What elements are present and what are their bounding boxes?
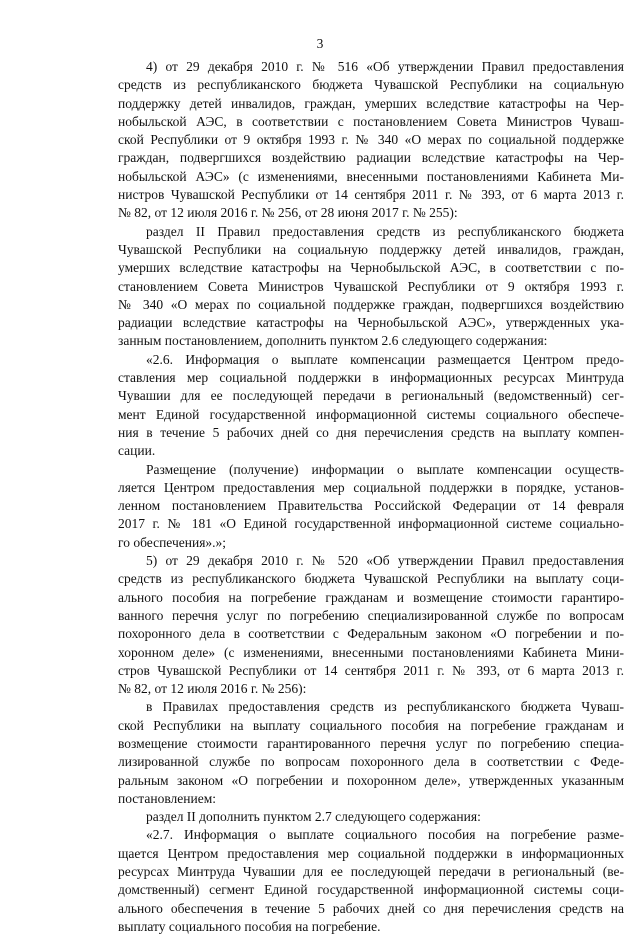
text-line: 2017 г. № 181 «О Единой государственной информационной системе социально- [118, 516, 624, 532]
text-line: ального пособия на погребение гражданам и возмещение стоимости гарантиро- [118, 589, 624, 605]
text-line: ляется Центром предоставления мер социальной поддержки в порядке, установ- [118, 479, 624, 495]
text-line: ванного перечня услуг по погребению специализированной службе по вопросам [118, 607, 624, 623]
paragraph-item-5-rules [118, 698, 624, 808]
text-line: в Правилах предоставления средств из республиканского бюджета Чуваш- [146, 699, 624, 715]
text-line: средств из республиканского бюджета Чувашской Республики на выплату соци- [118, 571, 624, 587]
page-number: 3 [316, 36, 324, 51]
text-line: Чувашской Республики на социальную поддержку детей инвалидов, граждан, [118, 241, 624, 257]
text-line: ального обеспечения в течение 5 рабочих дней со дня перечисления средств на [118, 900, 624, 916]
paragraph-point-2-6 [118, 351, 624, 461]
text-line: мент Единой государственной информационной системы социального обеспече- [118, 406, 624, 422]
text-line: выплату социального пособия на погребение. [118, 918, 381, 934]
text-line: № 82, от 12 июля 2016 г. № 256, от 28 июня 2017 г. № 255): [118, 205, 458, 221]
text-line: Размещение (получение) информации о выплате компенсации осуществ- [146, 461, 624, 477]
text-line: становлением Совета Министров Чувашской Республики от 9 октября 1993 г. [118, 278, 624, 294]
text-line: ленном постановлением Правительства Российской Федерации от 14 февраля [118, 498, 624, 514]
text-line: ресурсах Минтруда Чувашии для ее последующей передачи в региональный (ве- [118, 864, 624, 880]
text-line: «2.7. Информация о выплате социального пособия на погребение разме- [146, 827, 624, 843]
text-line: умерших вследствие катастрофы на Чернобыльской АЭС, в соответствии с по- [118, 260, 624, 276]
text-line: стров Чувашской Республики от 14 сентября 2011 г. № 393, от 6 марта 2013 г. [118, 662, 624, 678]
text-line: похоронного дела в соответствии с Федеральным законом «О погребении и по- [118, 626, 624, 642]
text-line: сации. [118, 443, 156, 459]
text-line: постановлением: [118, 790, 216, 806]
text-line: лизированной службе по вопросам похоронного дела в соответствии с Феде- [118, 754, 624, 770]
text-line: поддержку детей инвалидов, граждан, умерших вследствие катастрофы на Чер- [118, 95, 624, 111]
text-line: граждан, подвергшихся воздействию радиации вследствие катастрофы на Чер- [118, 150, 624, 166]
text-line: возмещение стоимости гарантированного перечня услуг по погребению специа- [118, 735, 624, 751]
text-line: домственный) сегмент Единой государственной информационной системы соци- [118, 882, 624, 898]
paragraph-item-5 [118, 552, 624, 698]
text-line: № 340 «О мерах по социальной поддержке граждан, подвергшихся воздействию [118, 296, 624, 312]
document-body [118, 58, 624, 936]
paragraph-point-2-7 [118, 826, 624, 936]
text-line: радиации вследствие катастрофы на Чернобыльской АЭС», утвержденных ука- [118, 315, 624, 331]
text-line: нистров Чувашской Республики от 14 сентября 2011 г. № 393, от 6 марта 2013 г. [118, 187, 624, 203]
text-line: щается Центром предоставления мер социальной поддержки в информационных [118, 845, 624, 861]
text-line: нобыльской АЭС, в соответствии с постановлением Совета Министров Чуваш- [118, 113, 624, 129]
text-line: раздел II дополнить пунктом 2.7 следующего содержания: [146, 809, 481, 825]
text-line: ской Республики на выплату социального пособия на погребение гражданам и [118, 717, 624, 733]
text-line: раздел II Правил предоставления средств из республиканского бюджета [146, 223, 624, 239]
paragraph-item-5-section-2 [118, 808, 624, 826]
text-line: ния в течение 5 рабочих дней со дня перечисления средств на выплату компен- [118, 424, 624, 440]
paragraph-item-4-section-2 [118, 223, 624, 351]
text-line: хоронном деле» (с изменениями, внесенными постановлениями Кабинета Мини- [118, 644, 624, 660]
text-line: ставления мер социальной поддержки в информационных ресурсах Минтруда [118, 370, 624, 386]
paragraph-point-2-6-placement [118, 461, 624, 552]
text-line: № 82, от 12 июля 2016 г. № 256): [118, 681, 307, 697]
text-line: «2.6. Информация о выплате компенсации размещается Центром предо- [146, 351, 624, 367]
text-line: 4) от 29 декабря 2010 г. № 516 «Об утверждении Правил предоставления [146, 59, 624, 74]
text-line: нобыльской АЭС» (с изменениями, внесенными постановлениями Кабинета Ми- [118, 168, 624, 184]
text-line: средств из республиканского бюджета Чувашской Республики на социальную [118, 77, 624, 93]
text-line: го обеспечения».»; [118, 534, 227, 550]
text-line: ской Республики от 9 октября 1993 г. № 340 «О мерах по социальной поддержке [118, 132, 624, 148]
paragraph-item-4 [118, 58, 624, 223]
text-line: 5) от 29 декабря 2010 г. № 520 «Об утверждении Правил предоставления [146, 553, 624, 569]
text-line: ральным законом «О погребении и похоронном деле», утвержденных указанным [118, 772, 624, 788]
text-line: Чувашии для ее последующей передачи в региональный (ведомственный) сег- [118, 388, 624, 404]
text-line: занным постановлением, дополнить пунктом 2.6 следующего содержания: [118, 333, 548, 349]
